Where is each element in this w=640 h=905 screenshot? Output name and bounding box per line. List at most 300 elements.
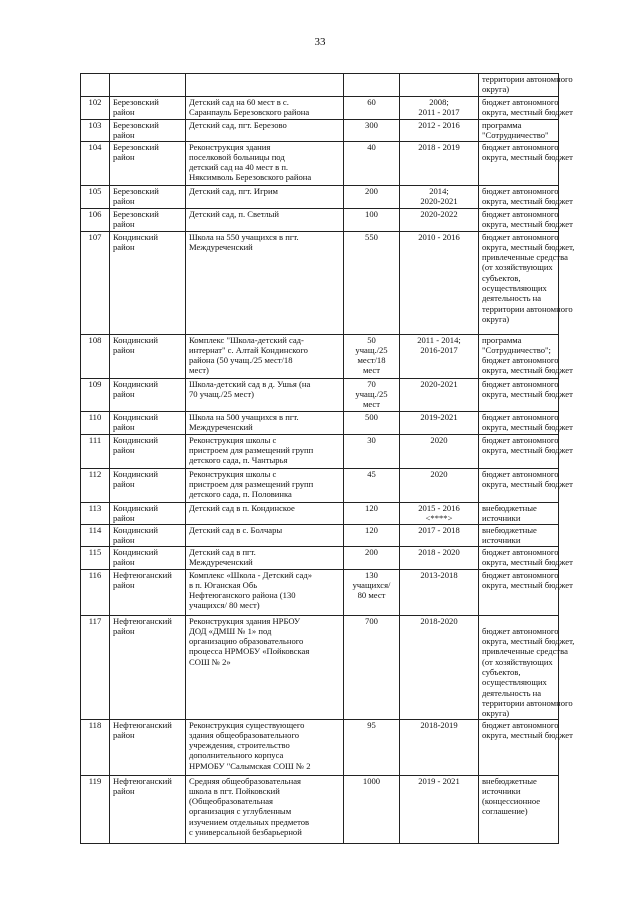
cell-funding-source — [479, 141, 573, 185]
cell-number — [81, 231, 110, 334]
cell-text: 107 — [88, 231, 102, 242]
cell-district — [110, 74, 186, 97]
cell-line: Детский сад, пгт. Березово — [189, 120, 287, 130]
cell-line: внебюджетные — [482, 524, 537, 535]
cell-line: НРМОБУ "Салымская СОШ № 2 — [189, 760, 311, 771]
cell-funding-source — [479, 74, 573, 97]
cell-line: 2016-2017 — [420, 344, 458, 355]
cell-number — [81, 208, 110, 231]
cell-line: 2019-2021 — [420, 411, 458, 422]
cell-funding-source — [479, 411, 573, 434]
cell-line: территории автономного — [482, 697, 573, 708]
cell-line: район — [113, 218, 135, 229]
cell-line: округа) — [482, 84, 510, 95]
cell-line: здания общеобразовательного — [189, 729, 300, 740]
cell-line: мест) — [189, 365, 209, 376]
cell-line: Школа на 550 учащихся в пгт. — [189, 231, 299, 242]
cell-line: СОШ № 2» — [189, 656, 231, 667]
cell-line: округа, местный бюджет — [482, 579, 573, 590]
cell-number — [81, 141, 110, 185]
cell-line: детского сада, п. Чантырья — [189, 455, 288, 466]
cell-number — [81, 775, 110, 843]
cell-line: бюджет автономного — [482, 569, 559, 580]
cell-line: осуществляющих — [482, 283, 547, 294]
cell-text: 115 — [88, 546, 102, 557]
cell-line: округа, местный бюджет, — [482, 241, 575, 252]
cell-object — [186, 502, 344, 524]
cell-line: район — [113, 512, 135, 523]
cell-line: Междуреченский — [189, 421, 253, 432]
cell-line: 2020-2021 — [420, 378, 458, 389]
cell-line: 2008; — [429, 97, 449, 107]
cell-line: Березовский — [113, 208, 159, 219]
table-row — [81, 411, 559, 434]
cell-line: 2020-2021 — [420, 195, 458, 206]
cell-funding-source — [479, 569, 573, 615]
cell-line: округа, местный бюджет — [482, 107, 573, 118]
cell-number — [81, 615, 110, 719]
cell-capacity — [344, 502, 400, 524]
table-row — [81, 569, 559, 615]
cell-line: бюджет автономного — [482, 378, 559, 389]
cell-line: Нефтеюганский — [113, 775, 172, 786]
cell-object — [186, 97, 344, 120]
cell-line: Средняя общеобразовательная — [189, 775, 301, 786]
cell-capacity — [344, 141, 400, 185]
cell-district — [110, 719, 186, 775]
cell-capacity — [344, 434, 400, 468]
cell-years — [400, 141, 479, 185]
cell-years — [400, 569, 479, 615]
cell-line: бюджет автономного — [482, 434, 559, 445]
cell-line: деятельность на — [482, 293, 542, 304]
table-row — [81, 524, 559, 546]
cell-funding-source — [479, 615, 575, 719]
cell-line: 95 — [367, 719, 376, 730]
cell-district — [110, 334, 186, 378]
cell-line: бюджет автономного — [482, 231, 559, 242]
cell-line: Нефтеюганский — [113, 569, 172, 580]
table-body — [81, 74, 575, 844]
cell-funding-source — [479, 334, 573, 378]
cell-text: 106 — [88, 208, 102, 219]
cell-capacity — [344, 120, 400, 142]
table-row — [81, 468, 559, 502]
cell-funding-source — [479, 524, 559, 546]
cell-line: территории автономного — [482, 74, 573, 84]
cell-capacity — [344, 97, 400, 120]
cell-funding-source — [479, 208, 573, 231]
cell-years — [400, 615, 479, 719]
cell-line: Березовский — [113, 97, 159, 107]
cell-years — [400, 378, 479, 411]
cell-text: 109 — [88, 378, 102, 389]
cell-line: Кондинский — [113, 468, 158, 479]
cell-line: детского сада, п. Половинка — [189, 489, 292, 500]
cell-line: Школа-детский сад в д. Ушья (на — [189, 378, 311, 389]
cell-line: Детский сад в пгт. — [189, 546, 256, 557]
cell-object — [186, 615, 344, 719]
cell-line: район — [113, 556, 135, 567]
cell-line: 2018 - 2019 — [418, 141, 460, 152]
cell-line: Нефтеюганский — [113, 615, 172, 626]
cell-line: бюджет автономного — [482, 468, 559, 479]
cell-line: 30 — [367, 434, 376, 445]
cell-number — [81, 434, 110, 468]
table-row — [81, 434, 559, 468]
cell-district — [110, 378, 186, 411]
cell-line: привлеченные средства — [482, 646, 568, 657]
table-row — [81, 775, 559, 843]
cell-line: округа, местный бюджет — [482, 556, 573, 567]
cell-number — [81, 719, 110, 775]
cell-line — [482, 616, 555, 626]
cell-number — [81, 74, 110, 97]
cell-line: Кондинский — [113, 434, 158, 445]
cell-line: 60 — [367, 97, 376, 107]
cell-text: 112 — [88, 468, 102, 479]
cell-line: 100 — [365, 208, 378, 219]
cell-district — [110, 208, 186, 231]
cell-capacity — [344, 615, 400, 719]
table-row — [81, 185, 559, 208]
cell-line: (концессионное — [482, 796, 541, 807]
cell-line: 2020 — [430, 468, 448, 479]
cell-line: 70 — [367, 378, 376, 389]
cell-object — [186, 141, 344, 185]
cell-line: 120 — [365, 524, 378, 535]
cell-line: район — [113, 421, 135, 432]
cell-object — [186, 775, 344, 843]
cell-funding-source — [479, 120, 559, 142]
cell-line: 200 — [365, 546, 378, 557]
cell-text: 108 — [88, 334, 102, 345]
cell-line: Кондинский — [113, 524, 158, 535]
cell-line: 2017 - 2018 — [418, 524, 460, 535]
cell-line: учащихся/ 80 мест) — [189, 600, 260, 611]
cell-line: 2012 - 2016 — [418, 120, 460, 130]
cell-line: округа, местный бюджет — [482, 218, 573, 229]
cell-line: привлеченные средства — [482, 252, 568, 263]
cell-line: 1000 — [362, 775, 381, 786]
cell-line: Реконструкция здания — [189, 141, 271, 152]
cell-district — [110, 434, 186, 468]
cell-line: район — [113, 478, 135, 489]
cell-line: Березовский — [113, 141, 159, 152]
cell-line: округа, местный бюджет — [482, 195, 573, 206]
cell-line: 2018-2020 — [420, 615, 458, 626]
cell-line: 2020 — [430, 434, 448, 445]
cell-number — [81, 524, 110, 546]
cell-line: Березовский — [113, 120, 159, 130]
cell-number — [81, 569, 110, 615]
cell-line: округа, местный бюджет — [482, 151, 573, 162]
cell-line: 2020-2022 — [420, 208, 458, 219]
cell-line: бюджет автономного — [482, 97, 559, 107]
cell-years — [400, 411, 479, 434]
cell-district — [110, 502, 186, 524]
cell-line: организацию образовательного — [189, 636, 304, 647]
cell-line: Комплекс «Школа - Детский сад» — [189, 569, 313, 580]
cell-line: ДОД «ДМШ № 1» под — [189, 625, 272, 636]
cell-number — [81, 502, 110, 524]
cell-capacity — [344, 775, 400, 843]
cell-funding-source — [479, 434, 573, 468]
cell-line: район — [113, 130, 135, 141]
cell-line: 700 — [365, 615, 378, 626]
cell-line: 50 — [367, 334, 376, 345]
table-row — [81, 546, 559, 569]
cell-line: 120 — [365, 502, 378, 513]
cell-line: район — [113, 444, 135, 455]
cell-line: бюджет автономного — [482, 208, 559, 219]
cell-object — [186, 569, 344, 615]
cell-line: Нефтеюганский — [113, 719, 172, 730]
cell-line: источники — [482, 534, 521, 545]
cell-funding-source — [479, 378, 573, 411]
cell-line: 2013-2018 — [420, 569, 458, 580]
cell-capacity — [344, 411, 400, 434]
cell-line: 2014; — [429, 185, 449, 196]
cell-funding-source — [479, 97, 573, 120]
table-row — [81, 615, 559, 719]
cell-text: 114 — [88, 524, 102, 535]
cell-line: округа) — [482, 313, 510, 324]
cell-line: 2011 - 2014; — [417, 334, 461, 345]
cell-object — [186, 74, 344, 97]
cell-capacity — [344, 208, 400, 231]
cell-text: 105 — [88, 185, 102, 196]
cell-number — [81, 378, 110, 411]
cell-line: 200 — [365, 185, 378, 196]
cell-line: округа, местный бюджет — [482, 365, 573, 376]
cell-number — [81, 468, 110, 502]
cell-text: 117 — [88, 615, 102, 626]
cell-district — [110, 615, 186, 719]
cell-text: 103 — [88, 120, 102, 130]
cell-line: бюджет автономного — [482, 185, 559, 196]
cell-object — [186, 231, 344, 334]
cell-line: бюджет автономного — [482, 625, 559, 636]
cell-line: района (50 учащ./25 мест/18 — [189, 355, 293, 366]
cell-line: соглашение) — [482, 806, 528, 817]
cell-line: 2015 - 2016 — [418, 502, 460, 513]
cell-capacity — [344, 719, 400, 775]
cell-object — [186, 120, 344, 142]
cell-line: Детский сад в п. Кондинское — [189, 502, 295, 513]
table-row — [81, 97, 559, 120]
cell-capacity — [344, 231, 400, 334]
cell-line: внебюджетные — [482, 775, 537, 786]
cell-district — [110, 411, 186, 434]
cell-line: поселковой больницы под — [189, 151, 285, 162]
cell-line: округа, местный бюджет — [482, 444, 573, 455]
cell-line: округа, местный бюджет, — [482, 636, 575, 647]
table-row — [81, 334, 559, 378]
cell-funding-source — [479, 231, 575, 334]
table-row — [81, 378, 559, 411]
cell-years — [400, 97, 479, 120]
cell-years — [400, 120, 479, 142]
cell-line: интернат" с. Алтай Кондинского — [189, 344, 308, 355]
cell-line: Няксимволь Березовского района — [189, 172, 312, 183]
cell-line: дополнительного корпуса — [189, 750, 284, 761]
cell-line: Комплекс "Школа-детский сад- — [189, 334, 304, 345]
cell-district — [110, 524, 186, 546]
cell-text: 110 — [88, 411, 102, 422]
cell-capacity — [344, 74, 400, 97]
cell-object — [186, 468, 344, 502]
cell-object — [186, 411, 344, 434]
cell-number — [81, 120, 110, 142]
cell-district — [110, 141, 186, 185]
cell-line: (Общеобразовательная — [189, 796, 273, 807]
cell-line: Нефтеюганского района (130 — [189, 590, 296, 601]
cell-line: 550 — [365, 231, 378, 242]
cell-line: район — [113, 579, 135, 590]
cell-line: осуществляющих — [482, 677, 547, 688]
cell-district — [110, 546, 186, 569]
cell-line: район — [113, 729, 135, 740]
cell-capacity — [344, 569, 400, 615]
cell-line: бюджет автономного — [482, 411, 559, 422]
table-row — [81, 141, 559, 185]
cell-years — [400, 74, 479, 97]
cell-line: округа, местный бюджет — [482, 388, 573, 399]
cell-object — [186, 208, 344, 231]
cell-line: детский сад на 40 мест в п. — [189, 162, 289, 173]
cell-object — [186, 185, 344, 208]
cell-funding-source — [479, 775, 559, 843]
cell-line: деятельность на — [482, 687, 542, 698]
cell-line: округа) — [482, 708, 510, 719]
cell-text: 104 — [88, 141, 102, 152]
cell-text: 118 — [88, 719, 102, 730]
cell-text: 111 — [88, 434, 102, 445]
cell-object — [186, 334, 344, 378]
cell-line: район — [113, 107, 135, 118]
cell-line: 2018 - 2020 — [418, 546, 460, 557]
cell-object — [186, 524, 344, 546]
cell-text: 119 — [88, 775, 102, 786]
cell-funding-source — [479, 546, 573, 569]
cell-line: Березовский — [113, 185, 159, 196]
cell-text: 113 — [88, 502, 102, 513]
cell-line: пристроем для размещений групп — [189, 444, 314, 455]
cell-line: программа — [482, 334, 522, 345]
cell-line: 2010 - 2016 — [418, 231, 460, 242]
cell-capacity — [344, 546, 400, 569]
cell-capacity — [344, 524, 400, 546]
cell-line: район — [113, 625, 135, 636]
cell-object — [186, 378, 344, 411]
cell-line: Кондинский — [113, 411, 158, 422]
cell-line: Реконструкция школы с — [189, 468, 277, 479]
cell-line: Междуреченский — [189, 241, 253, 252]
cell-line: округа, местный бюджет — [482, 478, 573, 489]
cell-district — [110, 231, 186, 334]
cell-years — [400, 546, 479, 569]
cell-line: программа — [482, 120, 522, 130]
cell-line: Школа на 500 учащихся в пгт. — [189, 411, 299, 422]
cell-line: 40 — [367, 141, 376, 152]
cell-line: Реконструкция здания НРБОУ — [189, 615, 301, 626]
cell-line: 500 — [365, 411, 378, 422]
cell-line: "Сотрудничество"; — [482, 344, 551, 355]
cell-line: 70 учащ./25 мест) — [189, 388, 254, 399]
cell-years — [400, 208, 479, 231]
cell-line: субъектов, — [482, 667, 521, 678]
cell-line: в п. Юганская Обь — [189, 579, 258, 590]
cell-line: бюджет автономного — [482, 719, 559, 730]
cell-district — [110, 775, 186, 843]
cell-object — [186, 434, 344, 468]
table-row — [81, 120, 559, 142]
cell-line: с универсальной безбарьерной — [189, 827, 302, 838]
cell-years — [400, 775, 479, 843]
cell-capacity — [344, 334, 400, 378]
cell-line: Кондинский — [113, 334, 158, 345]
cell-text: 102 — [88, 97, 102, 107]
cell-line: Кондинский — [113, 546, 158, 557]
cell-line: район — [113, 534, 135, 545]
table-row — [81, 74, 559, 97]
cell-line: округа, местный бюджет — [482, 421, 573, 432]
cell-line: район — [113, 785, 135, 796]
cell-district — [110, 120, 186, 142]
cell-line: территории автономного — [482, 303, 573, 314]
cell-line: Кондинский — [113, 231, 158, 242]
cell-object — [186, 719, 344, 775]
cell-number — [81, 546, 110, 569]
cell-line: 2019 - 2021 — [418, 775, 460, 786]
cell-line: район — [113, 344, 135, 355]
table-row — [81, 231, 559, 334]
cell-line: район — [113, 388, 135, 399]
cell-line: 300 — [365, 120, 378, 130]
cell-line: <****> — [425, 512, 453, 523]
cell-line: "Сотрудничество" — [482, 130, 549, 141]
cell-years — [400, 231, 479, 334]
cell-number — [81, 334, 110, 378]
cell-line: организация с углубленным — [189, 806, 292, 817]
page-number: 33 — [314, 36, 326, 48]
cell-line: субъектов, — [482, 272, 521, 283]
cell-line: процесса НРМОБУ «Пойковская — [189, 646, 310, 657]
cell-line: учреждения, строительство — [189, 740, 290, 751]
cell-line: Реконструкция школы с — [189, 434, 277, 445]
cell-line: учащихся/ — [352, 579, 391, 590]
cell-line: район — [113, 151, 135, 162]
cell-years — [400, 502, 479, 524]
cell-line: учащ./25 — [355, 388, 388, 399]
cell-line: школа в пгт. Пойковский — [189, 785, 280, 796]
cell-line: пристроем для размещений групп — [189, 478, 314, 489]
table-row — [81, 208, 559, 231]
cell-funding-source — [479, 502, 559, 524]
cell-line: район — [113, 195, 135, 206]
cell-capacity — [344, 185, 400, 208]
cell-line: 80 мест — [357, 590, 386, 601]
cell-years — [400, 185, 479, 208]
cell-district — [110, 569, 186, 615]
cell-capacity — [344, 378, 400, 411]
objects-table — [80, 73, 575, 844]
cell-line: Кондинский — [113, 502, 158, 513]
cell-text: 116 — [88, 569, 102, 580]
cell-line: 130 — [365, 569, 378, 580]
cell-years — [400, 334, 479, 378]
